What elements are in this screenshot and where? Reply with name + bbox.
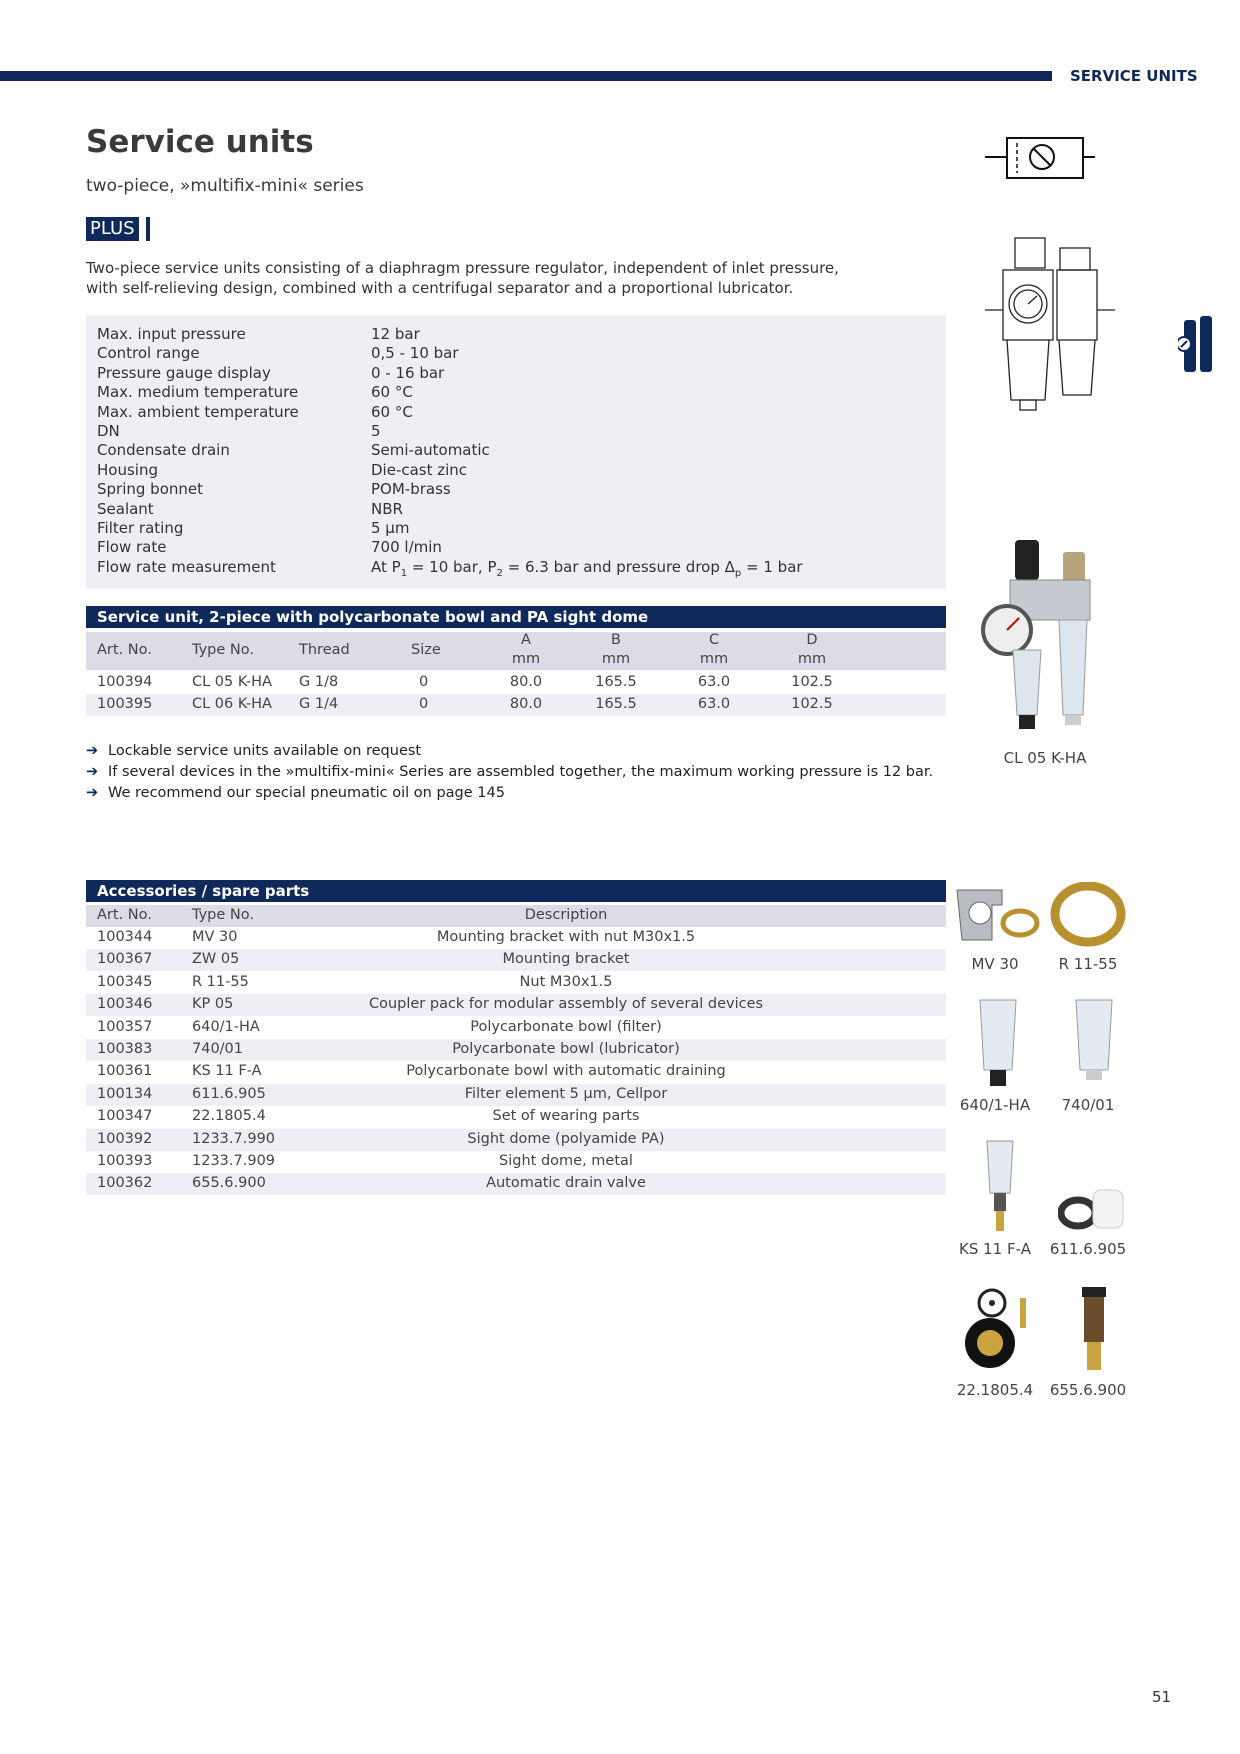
intro-text [86, 258, 866, 298]
spec-label: Spring bonnet [97, 480, 203, 499]
intro-line-1: Two-piece service units consisting of a diaphragm pressure regulator, independent of inlet pressure, [86, 259, 839, 277]
spec-label: Housing [97, 460, 158, 479]
plus-badge: PLUS [86, 217, 139, 241]
table-cell: Sight dome (polyamide PA) [467, 1130, 665, 1147]
table-cell: 63.0 [697, 696, 731, 712]
unit-header-unit: mm [797, 651, 827, 667]
table-cell: 102.5 [791, 674, 833, 690]
table-cell: 80.0 [509, 674, 543, 690]
caption-bowl-filter: 640/1-HA [959, 1096, 1031, 1114]
table-cell: Polycarbonate bowl (filter) [470, 1018, 662, 1035]
spec-value: NBR [371, 499, 403, 518]
accessories-header [86, 905, 946, 927]
table-row [86, 1039, 946, 1061]
table-cell: Mounting bracket [502, 951, 630, 968]
arrow-right-icon: ➔ [86, 785, 99, 801]
unit-table [86, 606, 946, 710]
spec-label: Flow rate [97, 538, 167, 557]
spec-value: POM-brass [371, 480, 451, 499]
table-row [86, 1061, 946, 1083]
caption-ks11: KS 11 F-A [959, 1240, 1031, 1258]
unit-header-cell: A [521, 632, 531, 648]
drain-valve-photo [1078, 1285, 1110, 1375]
table-cell: 100134 [97, 1085, 153, 1102]
table-cell: 100361 [97, 1063, 153, 1080]
spec-label: Max. medium temperature [97, 383, 299, 402]
unit-header-unit: mm [699, 651, 729, 667]
table-cell: 100395 [97, 696, 153, 712]
table-cell: 80.0 [509, 696, 543, 712]
table-cell: 100357 [97, 1018, 153, 1035]
table-row [86, 1106, 946, 1128]
table-cell: 0 [419, 696, 429, 712]
spec-box [86, 315, 946, 589]
accessories-header-cell: Description [524, 907, 608, 923]
page-number: 51 [1152, 1688, 1172, 1706]
mounting-bracket-photo [952, 885, 1042, 945]
caption-filter-element: 611.6.905 [1049, 1240, 1127, 1258]
spec-value-flow-measurement: At $P_1 = 10$ bar, $P_2 = 6.3$ bar and pressure drop $\Delta_p = 1$ bar [371, 558, 803, 579]
caption-mv30: MV 30 [971, 955, 1019, 973]
table-row [86, 1173, 946, 1195]
caption-r1155: R 11-55 [1058, 955, 1118, 973]
accessories-header-cell: Type No. [192, 907, 254, 923]
service-unit-tab-icon [1178, 312, 1216, 382]
table-cell: R 11-55 [192, 973, 249, 990]
table-cell: Mounting bracket with nut M30x1.5 [436, 929, 696, 945]
table-row [86, 994, 946, 1016]
spec-label: Pressure gauge display [97, 363, 271, 382]
spec-value: 0 - 16 bar [371, 363, 445, 382]
table-cell: Filter element 5 µm, Cellpor [464, 1085, 668, 1102]
caption-wearing: 22.1805.4 [956, 1381, 1034, 1399]
table-cell: Polycarbonate bowl (lubricator) [452, 1041, 680, 1057]
plus-badge-bar [146, 217, 150, 241]
table-cell: ZW 05 [192, 951, 240, 968]
table-row [86, 1151, 946, 1173]
table-cell: 0 [419, 674, 429, 690]
table-cell: KP 05 [192, 996, 234, 1013]
table-cell: CL 05 K-HA [192, 674, 272, 690]
page-subtitle: two-piece, »multifix-mini« series [86, 176, 364, 196]
table-row [86, 1084, 946, 1106]
unit-header-cell: Art. No. [97, 642, 152, 658]
table-cell: 100394 [97, 674, 153, 690]
table-cell: 100383 [97, 1041, 153, 1057]
spec-value: Semi-automatic [371, 441, 490, 460]
table-cell: 100344 [97, 929, 153, 945]
wearing-parts-photo [960, 1283, 1032, 1373]
service-unit-photo [975, 540, 1125, 750]
table-cell: 100393 [97, 1153, 153, 1169]
table-cell: CL 06 K-HA [192, 696, 272, 712]
spec-value: 60 °C [371, 402, 413, 421]
unit-header-cell: Type No. [192, 642, 254, 658]
table-row [86, 1017, 946, 1039]
table-cell: G 1/4 [299, 696, 339, 712]
accessories-header-cell: Art. No. [97, 907, 152, 923]
table-cell: Coupler pack for modular assembly of several devices [368, 996, 764, 1013]
table-cell: 22.1805.4 [192, 1108, 266, 1125]
filter-element-photo [1058, 1185, 1128, 1235]
symbol-icon [985, 135, 1095, 185]
table-cell: 100367 [97, 951, 153, 968]
table-cell: 1233.7.909 [192, 1153, 276, 1169]
table-row [86, 949, 946, 971]
table-row [86, 694, 946, 716]
note-3: ➔ We recommend our special pneumatic oil on page 145 [86, 785, 505, 801]
unit-header-unit: mm [601, 651, 631, 667]
spec-value: 700 l/min [371, 538, 442, 557]
header-bar [0, 71, 1052, 81]
table-cell: Polycarbonate bowl with automatic draining [406, 1063, 726, 1080]
unit-header-unit: mm [511, 651, 541, 667]
lubricator-bowl-photo [1072, 995, 1116, 1085]
spec-value: 0,5 - 10 bar [371, 344, 459, 363]
table-cell: 100362 [97, 1175, 153, 1192]
spec-value: 12 bar [371, 325, 420, 343]
table-cell: 100345 [97, 973, 153, 990]
arrow-right-icon: ➔ [86, 743, 99, 759]
table-cell: G 1/8 [299, 674, 339, 690]
spec-label: Max. ambient temperature [97, 402, 299, 421]
unit-header-cell: B [611, 632, 621, 648]
table-cell: Sight dome, metal [499, 1153, 633, 1169]
arrow-right-icon: ➔ [86, 764, 99, 780]
unit-header-cell: C [708, 632, 720, 648]
table-cell: 100346 [97, 996, 153, 1013]
spec-label: DN [97, 422, 120, 440]
table-cell: 63.0 [697, 674, 731, 690]
spec-label: Max. input pressure [97, 325, 246, 343]
table-cell: 640/1-HA [192, 1018, 260, 1035]
intro-line-2: with self-relieving design, combined with a centrifugal separator and a proportional lubricator. [86, 279, 794, 297]
table-cell: 102.5 [791, 696, 833, 712]
table-cell: Automatic drain valve [486, 1175, 646, 1192]
unit-header-cell: Size [411, 642, 441, 658]
note-1: ➔ Lockable service units available on request [86, 743, 422, 759]
spec-label: Flow rate measurement [97, 558, 276, 576]
table-cell: 655.6.900 [192, 1175, 266, 1192]
spec-value: Die-cast zinc [371, 460, 468, 479]
unit-header-cell: Thread [299, 642, 350, 658]
nut-photo [1050, 882, 1126, 948]
table-row [86, 927, 946, 949]
section-tag: SERVICE UNITS [1070, 67, 1198, 85]
technical-drawing-icon [985, 230, 1135, 450]
auto-drain-bowl-photo [984, 1138, 1016, 1233]
table-row [86, 672, 946, 694]
table-cell: 611.6.905 [192, 1085, 266, 1102]
table-cell: 100392 [97, 1130, 153, 1147]
table-cell: Set of wearing parts [492, 1108, 640, 1125]
unit-table-title: Service unit, 2-piece with polycarbonate bowl and PA sight dome [86, 606, 946, 628]
accessories-table-title: Accessories / spare parts [86, 880, 946, 902]
page-title: Service units [86, 124, 314, 160]
caption-main-product: CL 05 K-HA [1003, 749, 1087, 767]
spec-value: 5 [371, 422, 381, 440]
table-row [86, 972, 946, 994]
table-row [86, 1129, 946, 1151]
table-cell: 740/01 [192, 1041, 244, 1057]
filter-bowl-photo [976, 995, 1020, 1090]
table-cell: 165.5 [595, 696, 637, 712]
table-cell: KS 11 F-A [192, 1063, 262, 1080]
note-2: ➔ If several devices in the »multifix-mini« Series are assembled together, the maximum working pressure is 12 bar. [86, 764, 934, 780]
spec-label: Control range [97, 344, 200, 363]
spec-label: Condensate drain [97, 441, 230, 460]
table-cell: 165.5 [595, 674, 637, 690]
caption-bowl-lub: 740/01 [1061, 1096, 1115, 1114]
caption-drain: 655.6.900 [1049, 1381, 1127, 1399]
table-cell: 1233.7.990 [192, 1130, 276, 1147]
spec-value: 5 µm [371, 519, 410, 537]
spec-value: 60 °C [371, 383, 413, 402]
table-cell: MV 30 [192, 929, 238, 945]
table-cell: 100347 [97, 1108, 153, 1125]
unit-header-cell: D [806, 632, 818, 648]
accessories-table [86, 880, 946, 1192]
table-cell: Nut M30x1.5 [519, 973, 613, 990]
spec-label: Filter rating [97, 519, 184, 537]
spec-label: Sealant [97, 499, 154, 518]
